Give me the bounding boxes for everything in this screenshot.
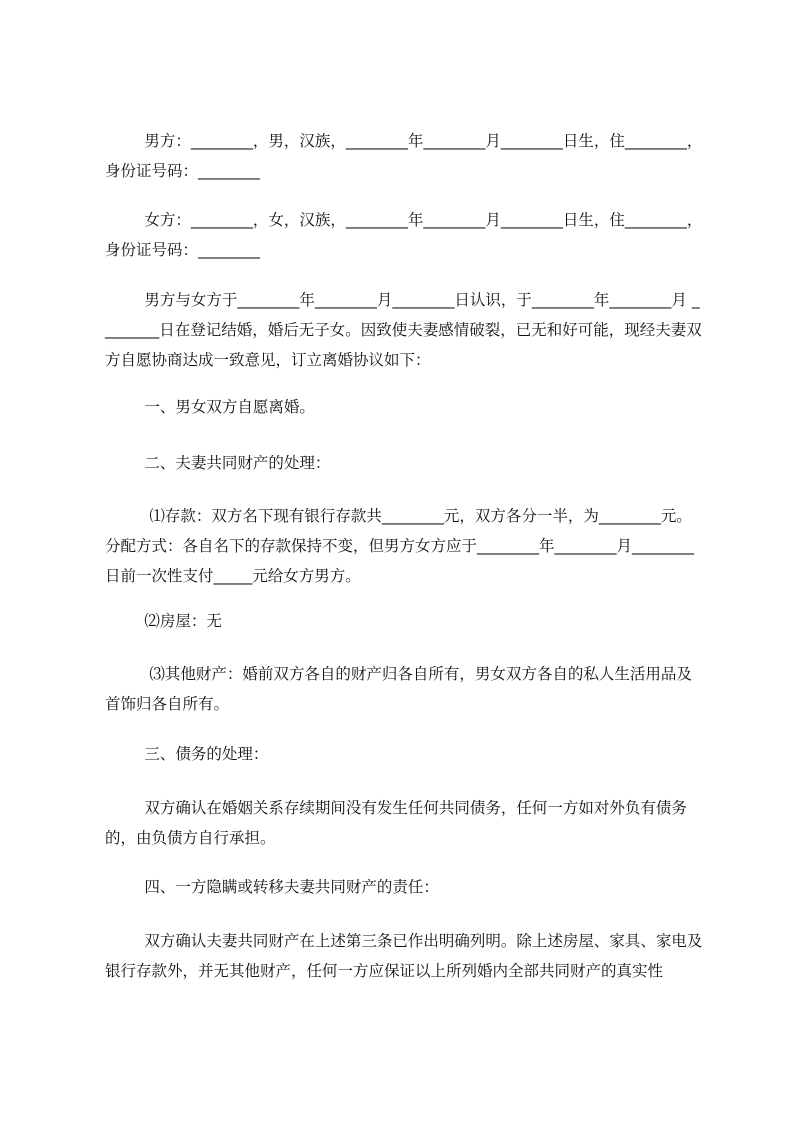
clause-4-heading: 四、一方隐瞒或转移夫妻共同财产的责任：	[105, 878, 439, 896]
male-party-paragraph: 男方：________，男，汉族，________年________月________日生，住________，身份证号码：________	[105, 132, 703, 180]
clause-2-house-paragraph: ⑵房屋：无	[105, 612, 222, 630]
clause-4-body-paragraph: 双方确认夫妻共同财产在上述第三条已作出明确列明。除上述房屋、家具、家电及银行存款外，并无其他财产，任何一方应保证以上所列婚内全部共同财产的真实性	[105, 932, 703, 980]
clause-3-heading: 三、债务的处理：	[105, 745, 269, 763]
intro-paragraph: 男方与女方于________年________月________日认识，于________年________月 ________日在登记结婚，婚后无子女。因致使夫妻感情破裂，已无和好可能，现经夫妻双方自愿协商达成一致意见，订立离婚协议如下：	[105, 291, 702, 369]
clause-2-other-property-paragraph: ⑶其他财产：婚前双方各自的财产归各自所有，男女双方各自的私人生活用品及首饰归各自所有。	[105, 665, 692, 713]
clause-1-heading: 一、男女双方自愿离婚。	[105, 398, 315, 416]
female-party-paragraph: 女方：________，女，汉族，________年________月________日生，住________，身份证号码：________	[105, 211, 703, 259]
clause-2-heading: 二、夫妻共同财产的处理：	[105, 454, 331, 472]
clause-3-body-paragraph: 双方确认在婚姻关系存续期间没有发生任何共同债务，任何一方如对外负有债务的，由负债方自行承担。	[105, 799, 687, 847]
clause-2-deposit-paragraph: ⑴存款：双方名下现有银行存款共________元，双方各分一半，为________元。分配方式：各自名下的存款保持不变，但男方女方应于________年________月________日前一次性支付_____元给女方男方。	[105, 507, 695, 585]
